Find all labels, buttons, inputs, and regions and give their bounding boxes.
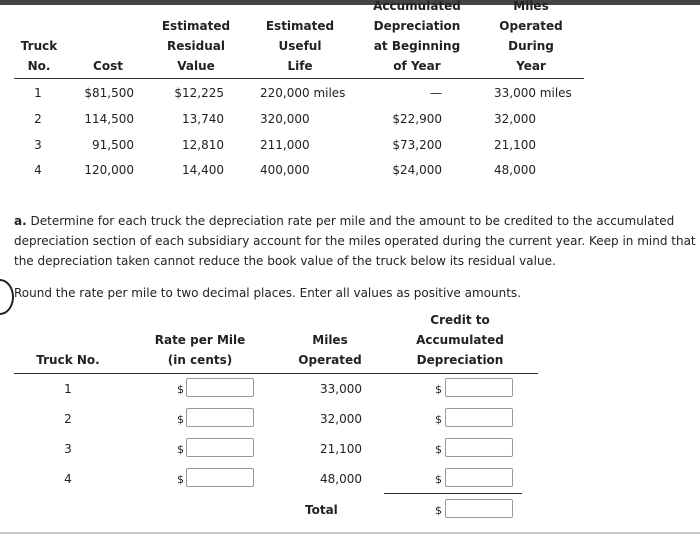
left-edge-marker	[0, 279, 14, 315]
accumulated-depreciation: $22,900	[392, 112, 442, 126]
dollar-sign: $	[177, 443, 184, 456]
dollar-sign: $	[435, 504, 442, 517]
credit-accumulated-depreciation-input[interactable]	[445, 438, 513, 457]
accumulated-depreciation: $24,000	[392, 163, 442, 177]
cost: 120,000	[84, 163, 134, 177]
dollar-sign: $	[435, 413, 442, 426]
truck-no: 3	[64, 442, 72, 456]
rate-per-mile-input[interactable]	[186, 468, 254, 487]
residual-value: 12,810	[182, 138, 224, 152]
residual-value: 14,400	[182, 163, 224, 177]
accumulated-depreciation: —	[430, 86, 442, 100]
truck-no: 1	[34, 86, 42, 100]
credit-accumulated-depreciation-input[interactable]	[445, 378, 513, 397]
truck-no: 2	[34, 112, 42, 126]
header-underline	[14, 78, 584, 79]
rounding-note: Round the rate per mile to two decimal places. Enter all values as positive amounts.	[14, 286, 521, 300]
total-credit-input[interactable]	[445, 499, 513, 518]
header-accumulated-depreciation: Accumulated Depreciation at Beginning of Year	[373, 0, 461, 73]
miles-operated: 21,100	[320, 442, 362, 456]
dollar-sign: $	[435, 443, 442, 456]
header-credit-accumulated-depreciation: Credit to Accumulated Depreciation	[416, 313, 504, 367]
header-truck-no: Truck No.	[20, 39, 58, 73]
rate-per-mile-input[interactable]	[186, 378, 254, 397]
credit-accumulated-depreciation-input[interactable]	[445, 468, 513, 487]
useful-life: 220,000 miles	[260, 86, 346, 100]
dollar-sign: $	[177, 383, 184, 396]
dollar-sign: $	[435, 473, 442, 486]
useful-life: 400,000	[260, 163, 310, 177]
miles-operated: 32,000	[320, 412, 362, 426]
useful-life: 211,000	[260, 138, 310, 152]
residual-value: $12,225	[174, 86, 224, 100]
accumulated-depreciation: $73,200	[392, 138, 442, 152]
miles-operated: 33,000 miles	[494, 86, 572, 100]
miles-operated: 48,000	[494, 163, 536, 177]
header-cost: Cost	[93, 59, 123, 73]
useful-life: 320,000	[260, 112, 310, 126]
answer-header-underline	[14, 373, 538, 374]
dollar-sign: $	[177, 473, 184, 486]
truck-no: 4	[34, 163, 42, 177]
total-rule	[384, 493, 522, 494]
dollar-sign: $	[435, 383, 442, 396]
rate-per-mile-input[interactable]	[186, 438, 254, 457]
dollar-sign: $	[177, 413, 184, 426]
part-a-label: a.	[14, 214, 27, 228]
rate-per-mile-input[interactable]	[186, 408, 254, 427]
part-a-instructions	[14, 211, 698, 271]
truck-no: 1	[64, 382, 72, 396]
part-a-text: Determine for each truck the depreciation rate per mile and the amount to be credited to the accumulated depreciation section of each subsidiary account for the miles operated during the current year. Keep in mind that the depreciation taken cannot reduce the book value of the truck below its residual value.	[14, 214, 696, 268]
total-label: Total	[305, 503, 338, 517]
residual-value: 13,740	[182, 112, 224, 126]
top-border	[0, 0, 700, 5]
bottom-divider	[0, 532, 700, 534]
miles-operated: 21,100	[494, 138, 536, 152]
truck-no: 3	[34, 138, 42, 152]
miles-operated: 33,000	[320, 382, 362, 396]
header-residual-value: Estimated Residual Value	[161, 19, 231, 73]
header-truck-no-2: Truck No.	[36, 353, 100, 367]
truck-no: 2	[64, 412, 72, 426]
header-useful-life: Estimated Useful Life	[265, 19, 335, 73]
truck-no: 4	[64, 472, 72, 486]
header-miles-operated-2: Miles Operated	[298, 333, 362, 367]
header-miles-operated: Miles Operated During Year	[499, 0, 563, 73]
cost: $81,500	[84, 86, 134, 100]
header-rate-per-mile: Rate per Mile (in cents)	[154, 333, 246, 367]
miles-operated: 32,000	[494, 112, 536, 126]
miles-operated: 48,000	[320, 472, 362, 486]
cost: 114,500	[84, 112, 134, 126]
credit-accumulated-depreciation-input[interactable]	[445, 408, 513, 427]
cost: 91,500	[92, 138, 134, 152]
